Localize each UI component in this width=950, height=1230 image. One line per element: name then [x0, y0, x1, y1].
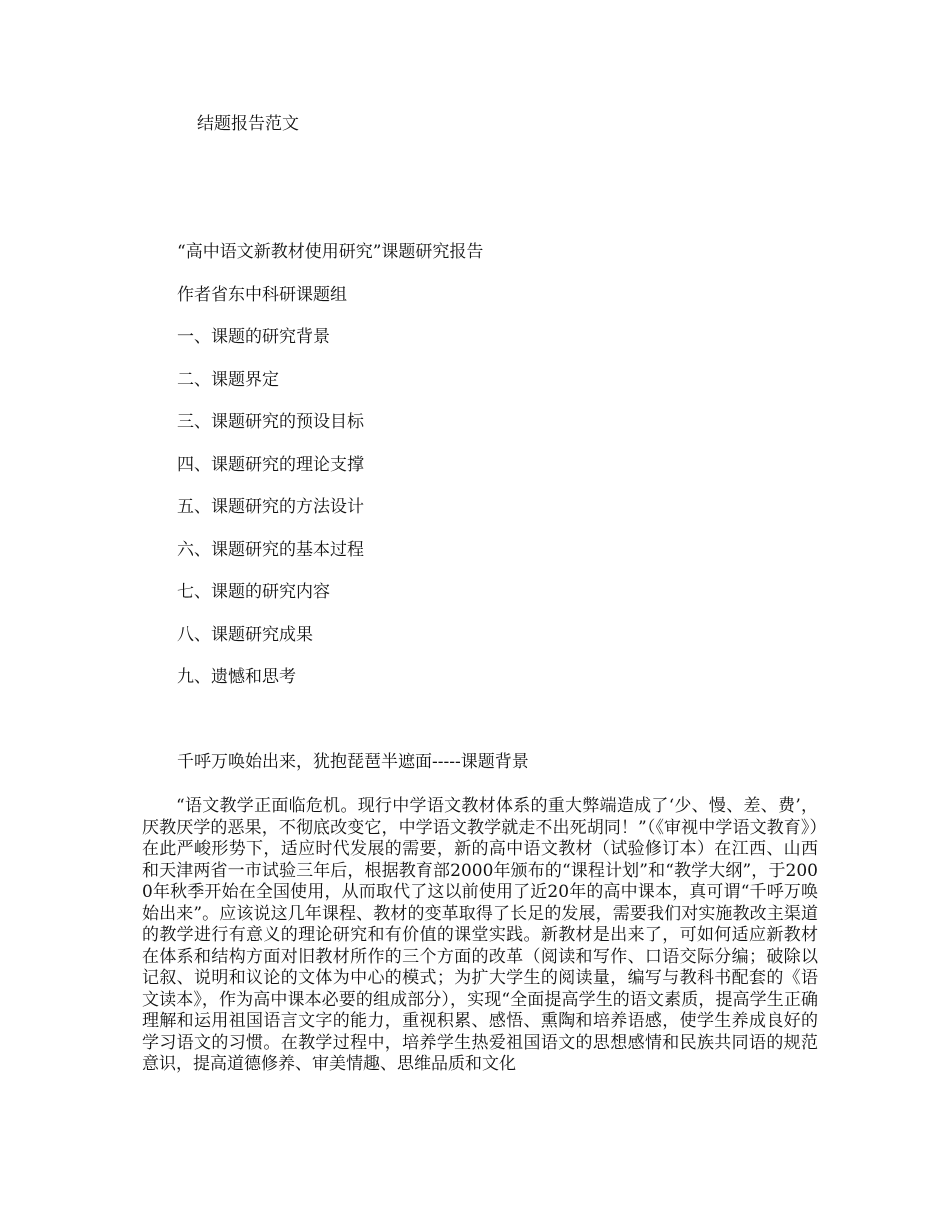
author-line: 作者省东中科研课题组 — [177, 285, 347, 305]
body-paragraph: “语文教学正面临危机。现行中学语文教材体系的重大弊端造成了‘少、慢、差、费’，厌教厌学的恶果，不彻底改变它，中学语文教学就走不出死胡同！”（《审视中学语文教育》）在此严峻形势下，适应时代发展的需要，新的高中语文教材（试验修订本）在江西、山西和天津两省一市试验三年后，根据教育部2000年颁布的“课程计划”和“教学大纲”，于2000年秋季开始在全国使用，从而取代了这以前使用了近20年的高中课本，真可谓“千呼万唤始出来”。应该说这几年课程、教材的变革取得了长足的发展，需要我们对实施教改主渠道的教学进行有意义的理论研究和有价值的课堂实践。新教材是出来了，可如何适应新教材在体系和结构方面对旧教材所作的三个方面的改革（阅读和写作、口语交际分编；破除以记叙、说明和议论的文体为中心的模式；为扩大学生的阅读量，编写与教科书配套的《语文读本》，作为高中课本必要的组成部分），实现“全面提高学生的语文素质，提高学生正确理解和运用祖国语言文字的能力，重视积累、感悟、熏陶和培养语感，使学生养成良好的学习语文的习惯。在教学过程中，培养学生热爱祖国语文的思想感情和民族共同语的规范意识，提高道德修养、审美情趣、思维品质和文化 — [142, 796, 818, 1074]
toc-item: 一、课题的研究背景 — [177, 327, 330, 347]
toc-item: 二、课题界定 — [177, 370, 279, 390]
toc-item: 三、课题研究的预设目标 — [177, 412, 364, 432]
document-title: 结题报告范文 — [197, 114, 299, 134]
toc-item: 五、课题研究的方法设计 — [177, 497, 364, 517]
section-heading: 千呼万唤始出来，犹抱琵琶半遮面-----课题背景 — [177, 752, 529, 772]
report-title: “高中语文新教材使用研究”课题研究报告 — [177, 242, 484, 262]
toc-item: 九、遗憾和思考 — [177, 667, 296, 687]
toc-item: 八、课题研究成果 — [177, 625, 313, 645]
toc-item: 六、课题研究的基本过程 — [177, 540, 364, 560]
toc-item: 四、课题研究的理论支撑 — [177, 455, 364, 475]
toc-item: 七、课题的研究内容 — [177, 582, 330, 602]
